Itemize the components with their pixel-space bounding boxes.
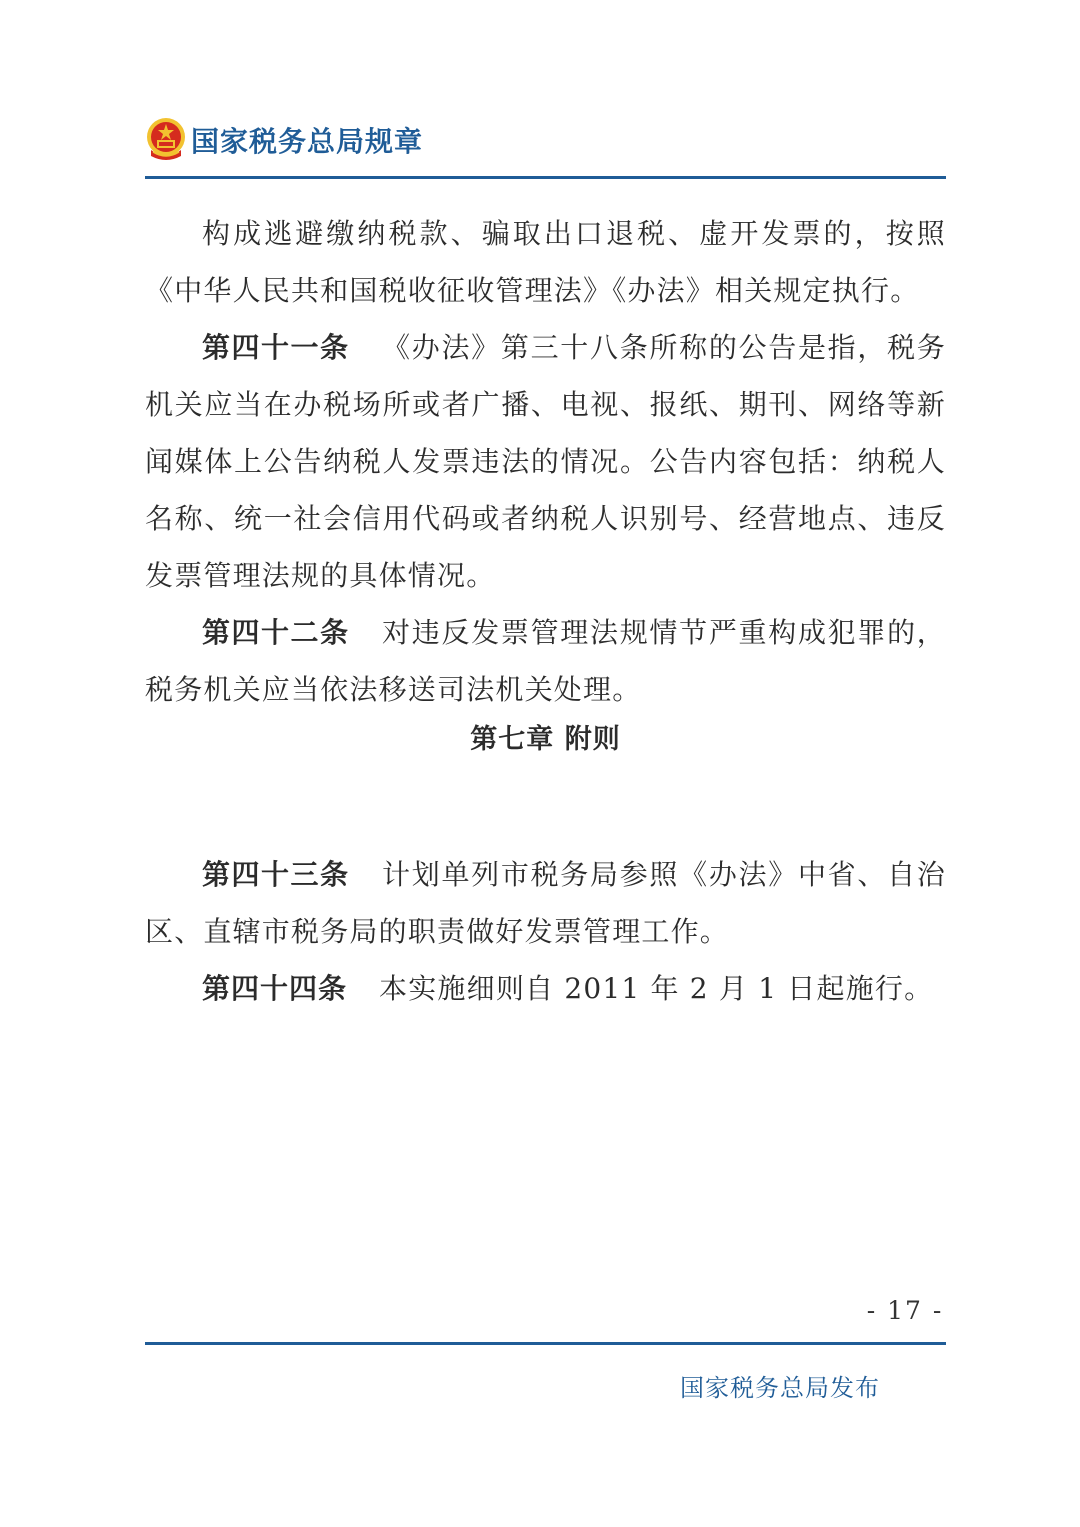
footer-publisher: 国家税务总局发布: [680, 1374, 880, 1402]
article-42: [145, 604, 946, 718]
article-44: [145, 960, 946, 1017]
paragraph-continued: [145, 205, 946, 319]
article-text: 对违反发票管理法规情节严重构成犯罪的，税务机关应当依法移送司法机关处理。: [145, 616, 946, 706]
document-header: [145, 112, 945, 166]
article-label: 第四十四条: [202, 972, 348, 1005]
article-label: 第四十三条: [202, 858, 350, 891]
article-43: [145, 846, 946, 960]
paragraph-text: 构成逃避缴纳税款、骗取出口退税、虚开发票的，按照《中华人民共和国税收征收管理法》《办法》相关规定执行。: [145, 217, 946, 307]
header-title: 国家税务总局规章: [191, 125, 424, 158]
article-text: 本实施细则自 2011 年 2 月 1 日起施行。: [379, 972, 934, 1005]
article-label: 第四十一条: [202, 331, 350, 364]
article-text: 《办法》第三十八条所称的公告是指，税务机关应当在办税场所或者广播、电视、报纸、期刊、网络等新闻媒体上公告纳税人发票违法的情况。公告内容包括：纳税人名称、统一社会信用代码或者纳税人识别号、经营地点、违反发票管理法规的具体情况。: [145, 331, 946, 592]
article-label: 第四十二条: [202, 616, 350, 649]
document-body: [145, 205, 946, 1017]
header-divider: [145, 176, 946, 179]
footer-divider: [145, 1342, 946, 1345]
chapter-heading: 第七章 附则: [470, 724, 621, 755]
article-41: [145, 319, 946, 604]
national-emblem-icon: [145, 116, 187, 162]
article-text: 计划单列市税务局参照《办法》中省、自治区、直辖市税务局的职责做好发票管理工作。: [145, 858, 946, 948]
page-number: - 17 -: [866, 1296, 944, 1325]
